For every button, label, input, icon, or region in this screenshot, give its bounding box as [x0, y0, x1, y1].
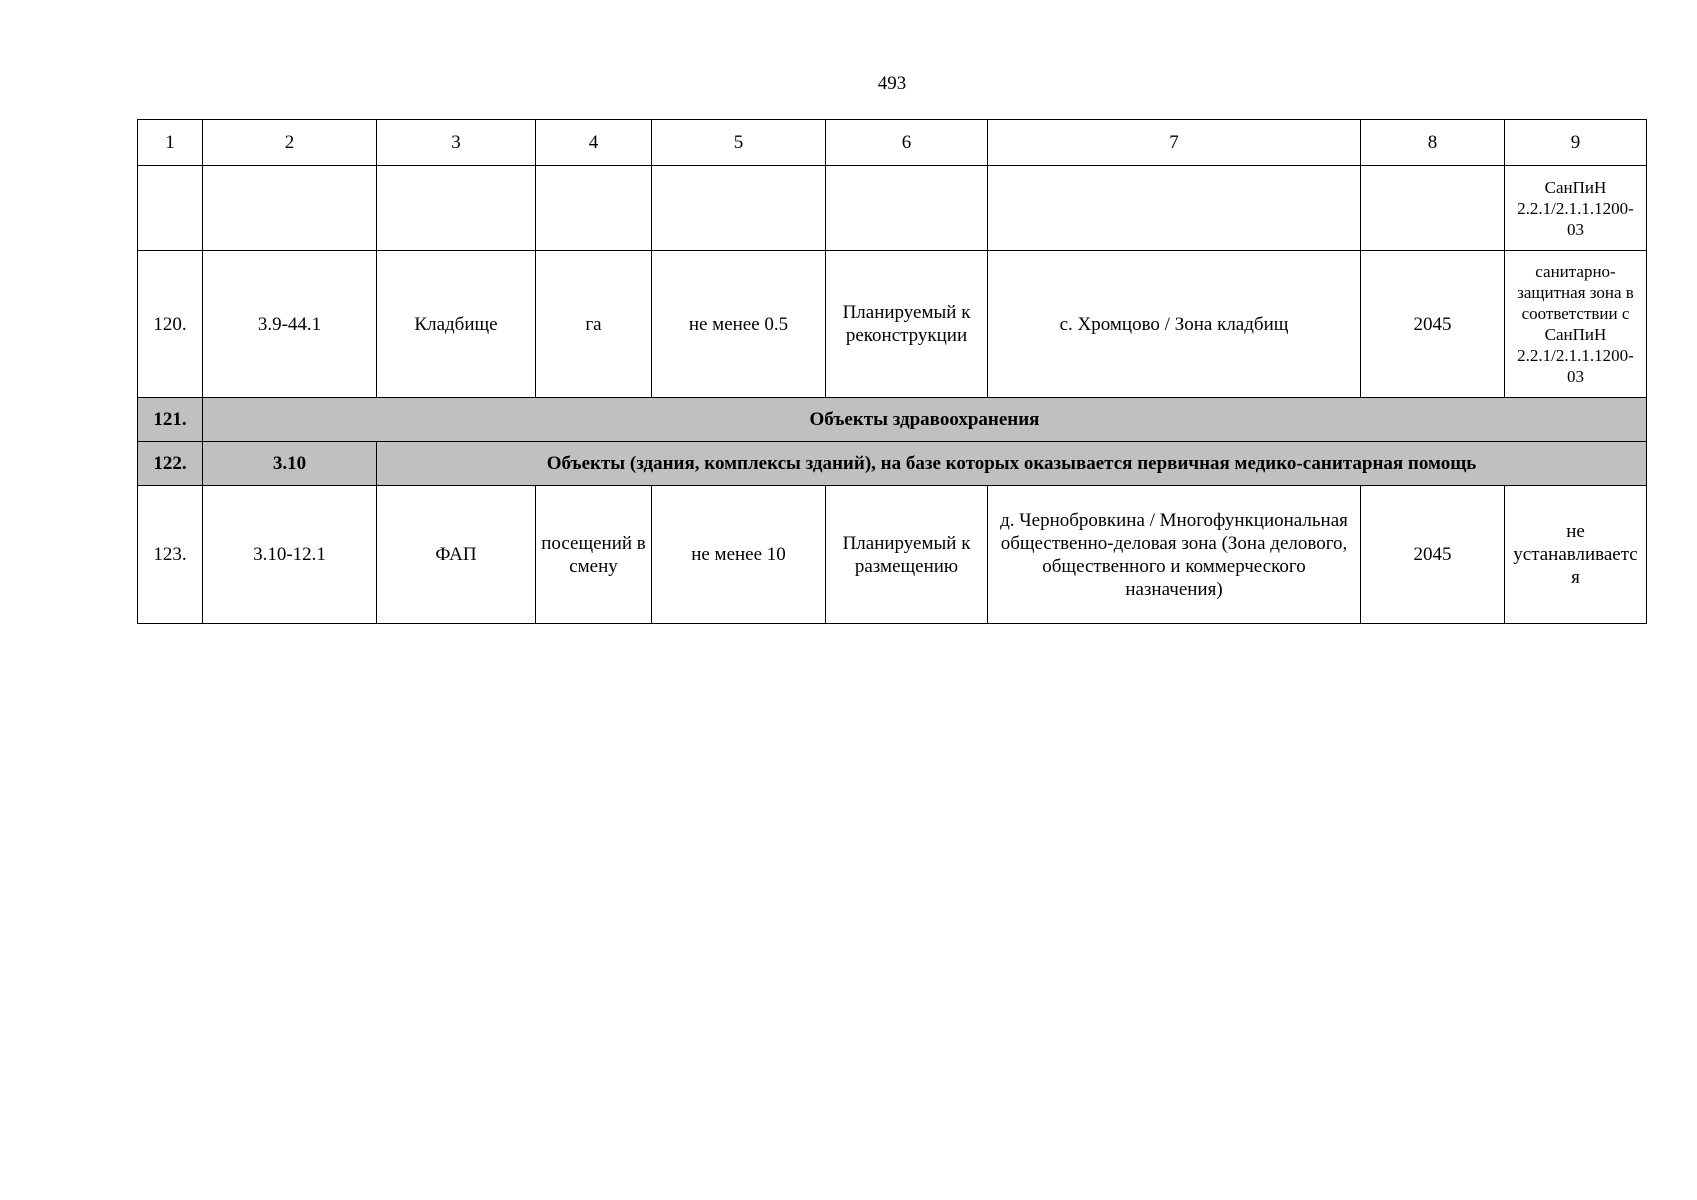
table-cell — [988, 166, 1361, 251]
table-cell — [826, 166, 988, 251]
status-cell: Планируемый к реконструкции — [826, 251, 988, 398]
object-name-cell: Кладбище — [377, 251, 536, 398]
status-cell: Планируемый к размещению — [826, 486, 988, 624]
location-cell: с. Хромцово / Зона кладбищ — [988, 251, 1361, 398]
object-name-cell: ФАП — [377, 486, 536, 624]
table-row-120 — [138, 251, 1647, 398]
location-cell: д. Чернобровкина / Многофункциональная общественно-деловая зона (Зона делового, общественного и коммерческого назначения) — [988, 486, 1361, 624]
section-title: Объекты здравоохранения — [203, 398, 1647, 442]
column-header: 4 — [536, 120, 652, 166]
table-cell — [1361, 166, 1505, 251]
code-cell: 3.9-44.1 — [203, 251, 377, 398]
table-cell — [377, 166, 536, 251]
table-header-row — [138, 120, 1647, 166]
sanitary-zone-cell: СанПиН 2.2.1/2.1.1.1200-03 — [1505, 166, 1647, 251]
year-cell: 2045 — [1361, 486, 1505, 624]
table-row-121-section — [138, 398, 1647, 442]
table-cell — [536, 166, 652, 251]
table-cell — [652, 166, 826, 251]
column-header: 9 — [1505, 120, 1647, 166]
sanitary-zone-cell: не устанавливается — [1505, 486, 1647, 624]
row-number-cell: 123. — [138, 486, 203, 624]
unit-cell: га — [536, 251, 652, 398]
column-header: 8 — [1361, 120, 1505, 166]
row-number-cell: 122. — [138, 442, 203, 486]
row-number-cell: 121. — [138, 398, 203, 442]
column-header: 5 — [652, 120, 826, 166]
table-cell — [138, 166, 203, 251]
value-cell: не менее 10 — [652, 486, 826, 624]
table-row-123 — [138, 486, 1647, 624]
column-header: 6 — [826, 120, 988, 166]
unit-cell: посещений в смену — [536, 486, 652, 624]
value-cell: не менее 0.5 — [652, 251, 826, 398]
column-header: 3 — [377, 120, 536, 166]
table-row-122-subsection — [138, 442, 1647, 486]
page-number: 493 — [877, 73, 907, 94]
table-row-continuation — [138, 166, 1647, 251]
subsection-title: Объекты (здания, комплексы зданий), на базе которых оказывается первичная медико-санитарная помощь — [377, 442, 1647, 486]
row-number-cell: 120. — [138, 251, 203, 398]
column-header: 2 — [203, 120, 377, 166]
sanitary-zone-cell: санитарно-защитная зона в соответствии с СанПиН 2.2.1/2.1.1.1200-03 — [1505, 251, 1647, 398]
column-header: 7 — [988, 120, 1361, 166]
code-cell: 3.10-12.1 — [203, 486, 377, 624]
code-cell: 3.10 — [203, 442, 377, 486]
column-header: 1 — [138, 120, 203, 166]
objects-table — [137, 119, 1647, 624]
table-cell — [203, 166, 377, 251]
year-cell: 2045 — [1361, 251, 1505, 398]
